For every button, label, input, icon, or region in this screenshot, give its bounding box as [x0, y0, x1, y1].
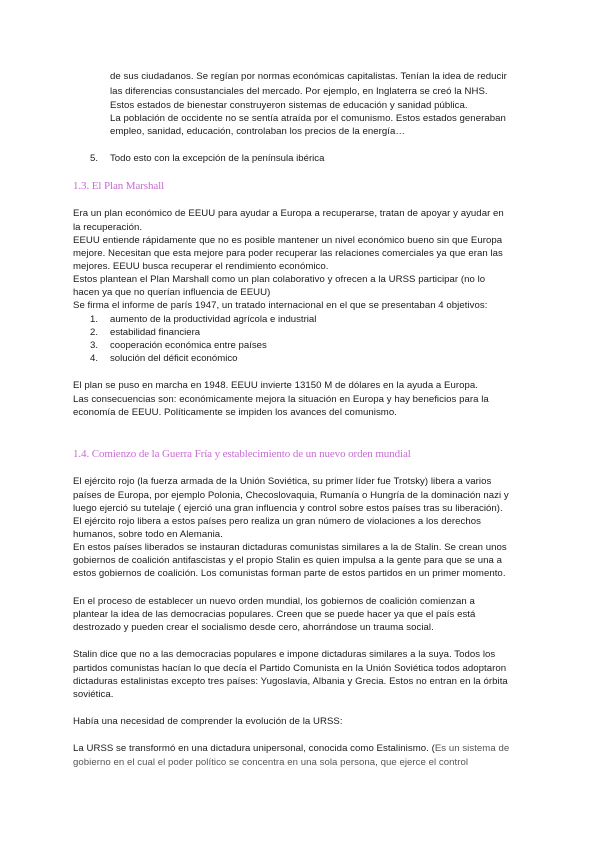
paragraph-line: mejore. Necesitan que esta mejore para poder recuperar las relaciones comerciales ya que eran las	[73, 248, 503, 259]
paragraph-line: partidos comunistas hacían lo que decía el Partido Comunista en la Unión Soviética todos adoptaron	[73, 663, 507, 674]
paragraph-line: estos gobiernos de coalición. Los comunistas forman parte de estos partidos en un primer momento.	[73, 568, 506, 579]
paragraph-line	[73, 743, 509, 756]
paragraph-line: EEUU entiende rápidamente que no es posible mantener un nivel económico bueno sin que Europa	[73, 235, 503, 246]
dark-text: La URSS se transformó en una dictadura unipersonal, conocida como Estalinismo. (	[73, 743, 435, 754]
paragraph-line: gobiernos de coalición antifascistas y el propio Stalin es quien impulsa a la gente para que se una a	[73, 555, 503, 566]
paragraph-line: Estos plantean el Plan Marshall como un plan colaborativo y ofrecen a la URSS participar (no lo	[73, 274, 486, 285]
paragraph-line: humanos, sobre todo en Alemania.	[73, 529, 223, 540]
paragraph-line: economía de EEUU. Políticamente se impiden los avances del comunismo.	[73, 407, 397, 418]
paragraph-line: de sus ciudadanos. Se regían por normas económicas capitalistas. Tenían la idea de reducir	[110, 71, 507, 82]
paragraph-line: gobierno en el cual el poder político se concentra en una sola persona, que ejerce el control	[73, 757, 469, 768]
paragraph-line: luego ejerció su tutelaje ( ejerció una gran influencia y control sobre estos países tras su liberación).	[73, 503, 503, 514]
paragraph-line: plantear la idea de las democracias populares. Creen que se puede hacer ya que el país está	[73, 609, 476, 620]
paragraph-line: En estos países liberados se instauran dictaduras comunistas similares a la de Stalin. Se crean unos	[73, 542, 507, 553]
paragraph-line: La población de occidente no se sentía atraída por el comunismo. Estos estados generaban	[110, 113, 506, 124]
list-item-text: solución del déficit económico	[110, 353, 238, 364]
paragraph-line: hacen ya que no querían influencia de EEUU)	[73, 287, 271, 298]
paragraph-line: En el proceso de establecer un nuevo orden mundial, los gobiernos de coalición comienzan a	[73, 596, 475, 607]
list-number: 4.	[90, 353, 99, 364]
paragraph-line: Stalin dice que no a las democracias populares e impone dictaduras similares a la suya. Todos los	[73, 649, 496, 660]
list-number: 1.	[90, 314, 99, 325]
list-number: 3.	[90, 340, 99, 351]
paragraph-line: empleo, sanidad, educación, controlaban los precios de la energía…	[110, 126, 406, 137]
section-heading-plan-marshall: 1.3. El Plan Marshall	[73, 180, 165, 192]
paragraph-line: El ejército rojo libera a estos países pero realiza un gran número de violaciones a los derechos	[73, 516, 481, 527]
paragraph-line: Las consecuencias son: económicamente mejora la situación en Europa y hay beneficios para la	[73, 394, 489, 405]
list-item-text: estabilidad financiera	[110, 327, 201, 338]
list-number: 5.	[90, 153, 99, 164]
paragraph-line: dictaduras estalinistas excepto tres países: Yugoslavia, Albania y Grecia. Estos no entran en la órbita	[73, 676, 508, 687]
list-item-text: Todo esto con la excepción de la península ibérica	[110, 153, 325, 164]
list-number: 2.	[90, 327, 99, 338]
paragraph-line: Había una necesidad de comprender la evolución de la URSS:	[73, 716, 343, 727]
paragraph-line: El ejército rojo (la fuerza armada de la Unión Soviética, su primer líder fue Trotsky) libera a varios	[73, 476, 492, 487]
paragraph-line: soviética.	[73, 689, 114, 700]
paragraph-line: las diferencias consustanciales del mercado. Por ejemplo, en Inglaterra se creó la NHS.	[110, 86, 488, 97]
paragraph-line: Se firma el informe de parís 1947, un tratado internacional en el que se presentaban 4 objetivos:	[73, 300, 488, 311]
paragraph-line: El plan se puso en marcha en 1948. EEUU invierte 13150 M de dólares en la ayuda a Europa.	[73, 380, 478, 391]
paragraph-line: Estos estados de bienestar construyeron sistemas de educación y sanidad pública.	[110, 100, 468, 111]
paragraph-line: la recuperación.	[73, 222, 143, 233]
section-heading-guerra-fria: 1.4. Comienzo de la Guerra Fría y establecimiento de un nuevo orden mundial	[73, 448, 411, 460]
gray-text: Es un sistema de	[434, 743, 510, 754]
paragraph-line: países de Europa, por ejemplo Polonia, Checoslovaquia, Rumanía o Hungría de la dominación nazi y	[73, 490, 509, 501]
paragraph-line: mejores. EEUU busca recuperar el rendimiento económico.	[73, 261, 329, 272]
list-item-text: aumento de la productividad agrícola e industrial	[110, 314, 317, 325]
paragraph-line: destrozado y pueden crear el socialismo desde cero, ahorrándose un trauma social.	[73, 622, 434, 633]
paragraph-line: Era un plan económico de EEUU para ayudar a Europa a recuperarse, tratan de apoyar y ayudar en	[73, 208, 504, 219]
list-item-text: cooperación económica entre países	[110, 340, 267, 351]
